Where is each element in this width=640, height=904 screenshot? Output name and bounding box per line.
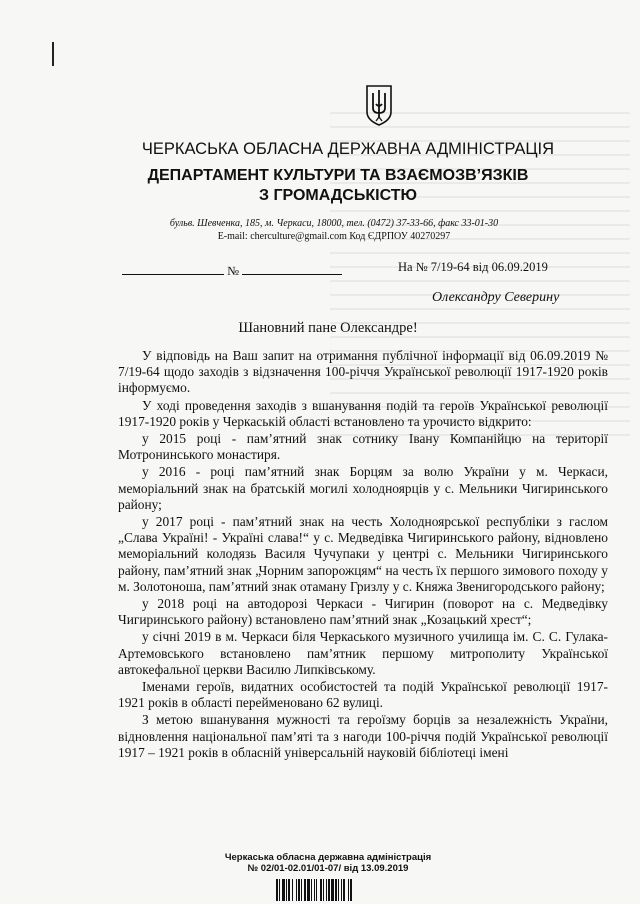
department-name-line1: ДЕПАРТАМЕНТ КУЛЬТУРИ ТА ВЗАЄМОЗВ’ЯЗКІВ <box>147 167 529 184</box>
stamp-line1: Черкаська обласна державна адміністрація <box>224 852 432 863</box>
date-blank <box>122 262 224 275</box>
number-sign: № <box>227 264 240 278</box>
greeting: Шановний пане Олександре! <box>238 320 418 336</box>
paragraph: у 2016 - році пам’ятний знак Борцям за волю України у м. Черкаси, меморіальний знак на братській могилі холодноярців у с. Мельники Чигиринського району; <box>118 464 608 512</box>
paragraph: У ході проведення заходів з вшанування подій та героїв Української революції 1917-1920 років у Черкаській області встановлено та урочисто відкрито: <box>118 397 608 429</box>
paragraph: Іменами героїв, видатних особистостей та подій Української революції 1917-1921 років в області перейменовано 62 вулиці. <box>118 679 608 711</box>
registration-stamp <box>0 852 640 874</box>
margin-mark <box>52 42 54 66</box>
registration-line <box>122 262 342 279</box>
trident-coat-of-arms-icon <box>364 84 394 126</box>
paragraph: З метою вшанування мужності та героїзму борців за незалежність України, відновлення національної пам’яті та з нагоди 100-річчя подій Української революції 1917 – 1921 років в обласній універсальній науковій бібліотеці імені <box>118 712 608 760</box>
address-line: бульв. Шевченка, 185, м. Черкаси, 18000, тел. (0472) 37-33-66, факс 33-01-30 <box>169 218 499 229</box>
barcode-bar <box>352 879 353 901</box>
number-blank <box>242 262 342 275</box>
paragraph: у 2017 році - пам’ятний знак на честь Холодноярської республіки з гаслом „Слава Україні! - Україні слава!“ у с. Медведівка Чигиринського району, відновлено меморіальний колодязь Василя Чучупаки у центрі с. Мельники Чигиринського району, пам’ятний знак „Чорним запорожцям“ на честь їх першого зимового походу у м. Золотоноша, пам’ятний знак отаману Гризлу у с. Княжа Звенигородського району; <box>118 514 608 594</box>
barcode <box>276 879 396 901</box>
paragraph: у січні 2019 в м. Черкаси біля Черкаського музичного училища ім. С. С. Гулака-Артемовського встановлено пам’ятник першому митрополиту Української автокефальної церкви Василю Липківському. <box>118 629 608 677</box>
letter-body <box>118 348 608 762</box>
email-line: E-mail: cherculture@gmail.com Код ЄДРПОУ 40270297 <box>217 231 451 242</box>
stamp-line2: № 02/01-02.01/01-07/ від 13.09.2019 <box>247 863 409 874</box>
paragraph: у 2018 році на автодорозі Черкаси - Чигирин (поворот на с. Медведівку Чигиринського району) встановлено пам’ятний знак „Козацький хрест“; <box>118 596 608 628</box>
paragraph: У відповідь на Ваш запит на отримання публічної інформації від 06.09.2019 № 7/19-64 щодо заходів з відзначення 100-річчя Української революції 1917-1920 років інформуємо. <box>118 348 608 396</box>
reference-number: На № 7/19-64 від 06.09.2019 <box>398 260 548 274</box>
paragraph: у 2015 році - пам’ятний знак сотнику Івану Компанійцю на території Мотронинського монастиря. <box>118 431 608 463</box>
department-name-line2: З ГРОМАДСЬКІСТЮ <box>258 187 417 204</box>
addressee: Олександру Северину <box>432 290 560 305</box>
org-name: ЧЕРКАСЬКА ОБЛАСНА ДЕРЖАВНА АДМІНІСТРАЦІЯ <box>141 140 555 158</box>
